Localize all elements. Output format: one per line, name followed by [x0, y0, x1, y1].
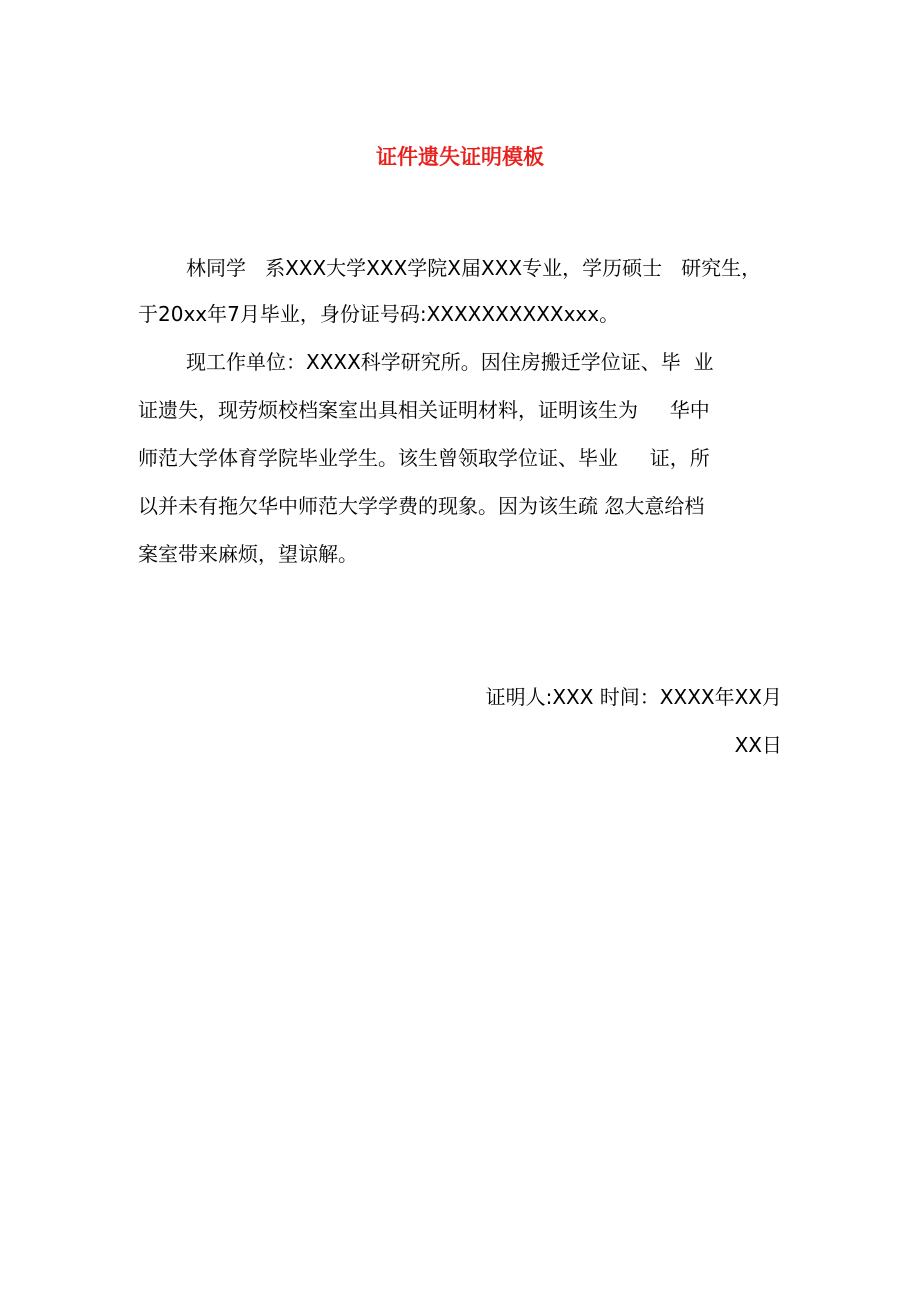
paragraph1-line2: 于20xx年7月毕业，身份证号码:XXXXXXXXXXxxx。	[138, 302, 620, 326]
paragraph2-line3: 师范大学体育学院毕业学生。该生曾领取学位证、毕业 证，所	[138, 446, 710, 470]
signature-line1: 证明人:XXX 时间：XXXX年XX月	[485, 685, 782, 709]
document-title: 证件遗失证明模板	[376, 145, 544, 169]
paragraph1-line1: 林同学 系XXX大学XXX学院X届XXX专业，学历硕士 研究生，	[186, 256, 762, 280]
paragraph2-line2: 证遗失，现劳烦校档案室出具相关证明材料，证明该生为 华中	[138, 398, 710, 422]
paragraph2-line1: 现工作单位：XXXX科学研究所。因住房搬迁学位证、毕 业	[186, 350, 714, 374]
signature-line2: XX日	[734, 733, 782, 757]
paragraph2-line5: 案室带来麻烦，望谅解。	[138, 542, 358, 566]
paragraph2-line4: 以并未有拖欠华中师范大学学费的现象。因为该生疏 忽大意给档	[138, 494, 705, 518]
